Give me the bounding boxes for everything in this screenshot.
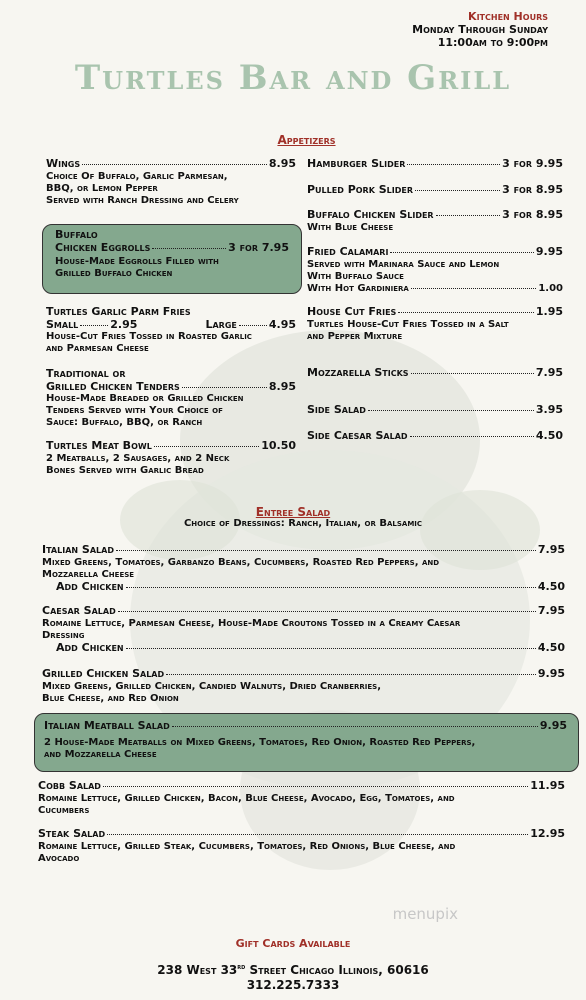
item-price: 8.95 xyxy=(268,379,296,393)
item-desc: With Blue Cheese xyxy=(307,221,394,233)
menu-item-meatball-salad xyxy=(44,720,567,761)
kitchen-hours xyxy=(412,10,548,49)
size-large-label: Large xyxy=(205,317,237,331)
addon-label: With Hot Gardiniera xyxy=(307,282,409,294)
item-name: Side Salad xyxy=(307,403,366,416)
item-name: House Cut Fries xyxy=(307,305,397,318)
item-price: 3.95 xyxy=(535,403,563,416)
item-desc: Romaine Lettuce, Grilled Steak, Cucumbers, Tomatoes, Red Onions, Blue Cheese, and xyxy=(38,840,456,852)
item-desc: and Parmesan Cheese xyxy=(46,343,149,354)
menu-item-side-caesar xyxy=(307,430,563,443)
item-price: 9.95 xyxy=(535,245,563,258)
item-desc: Tenders Served with Your Choice of xyxy=(46,405,223,416)
item-desc: House-Made Eggrolls Filled with xyxy=(55,256,219,267)
address-block xyxy=(0,960,586,993)
item-desc: House-Made Breaded or Grilled Chicken xyxy=(46,393,244,404)
item-price: 9.95 xyxy=(539,719,567,732)
item-price: 12.95 xyxy=(530,827,565,840)
entree-salad-heading: Entree Salad xyxy=(255,505,331,519)
item-desc: Mixed Greens, Tomatoes, Garbanzo Beans, Cucumbers, Roasted Red Peppers, and xyxy=(42,556,440,568)
menu-item-eggrolls xyxy=(55,229,289,280)
item-name: Pulled Pork Slider xyxy=(307,183,414,196)
menu-item-tenders xyxy=(46,368,296,429)
item-desc: Bones Served with Garlic Bread xyxy=(46,464,204,476)
item-price: 8.95 xyxy=(268,157,296,170)
item-desc: BBQ, or Lemon Pepper xyxy=(46,182,158,194)
size-small-label: Small xyxy=(46,317,79,331)
add-chicken-label: Add Chicken xyxy=(56,579,124,593)
item-name: Grilled Chicken Salad xyxy=(42,667,165,680)
item-desc: Romaine Lettuce, Grilled Chicken, Bacon, Blue Cheese, Avocado, Egg, Tomatoes, and xyxy=(38,792,455,804)
item-price: 1.95 xyxy=(535,305,563,318)
item-name-line1: Buffalo xyxy=(55,228,98,241)
item-name: Caesar Salad xyxy=(42,604,116,617)
item-name: Buffalo Chicken Slider xyxy=(307,208,434,221)
menu-item-mozzarella xyxy=(307,367,563,380)
item-desc: Choice Of Buffalo, Garlic Parmesan, xyxy=(46,170,228,182)
item-name: Cobb Salad xyxy=(38,779,101,792)
item-desc: 2 Meatballs, 2 Sausages, and 2 Neck xyxy=(46,452,230,464)
add-chicken-price: 4.50 xyxy=(537,579,565,593)
item-desc: Grilled Buffalo Chicken xyxy=(55,268,173,279)
item-desc: Romaine Lettuce, Parmesan Cheese, House-Made Croutons Tossed in a Creamy Caesar xyxy=(42,617,461,629)
item-desc: and Mozzarella Cheese xyxy=(44,748,157,760)
menu-item-cobb-salad xyxy=(38,780,565,817)
item-price: 3 for 8.95 xyxy=(502,183,563,196)
item-desc: House-Cut Fries Tossed in Roasted Garlic xyxy=(46,331,252,342)
item-desc: Avocado xyxy=(38,852,80,864)
kitchen-hours-time: 11:00am to 9:00pm xyxy=(437,36,548,49)
menu-item-hamburger-slider xyxy=(307,158,563,171)
item-name: Italian Meatball Salad xyxy=(44,719,170,732)
menu-item-buffalo-slider xyxy=(307,209,563,234)
item-name: Italian Salad xyxy=(42,543,114,556)
phone-number: 312.225.7333 xyxy=(246,978,340,992)
item-name: Mozzarella Sticks xyxy=(307,366,409,379)
street-address: 238 West 33rd Street Chicago Illinois, 60616 xyxy=(157,963,429,977)
item-price: 4.50 xyxy=(535,429,563,442)
menu-item-wings xyxy=(46,158,296,207)
size-large-price: 4.95 xyxy=(268,317,296,331)
item-name: Steak Salad xyxy=(38,827,106,840)
item-price: 10.50 xyxy=(261,439,296,452)
item-name: Turtles Garlic Parm Fries xyxy=(46,305,191,318)
item-desc: Turtles House-Cut Fries Tossed in a Salt xyxy=(307,318,509,330)
item-name: Turtles Meat Bowl xyxy=(46,439,152,452)
item-desc: and Pepper Mixture xyxy=(307,330,403,342)
menu-item-caesar-salad xyxy=(42,605,565,654)
menu-item-house-fries xyxy=(307,306,563,343)
add-chicken-price: 4.50 xyxy=(537,640,565,654)
item-price: 7.95 xyxy=(535,366,563,379)
appetizers-heading: Appetizers xyxy=(277,133,336,147)
item-price: 7.95 xyxy=(537,543,565,556)
item-price: 11.95 xyxy=(530,779,565,792)
item-price: 9.95 xyxy=(537,667,565,680)
item-name: Side Caesar Salad xyxy=(307,429,408,442)
item-name: Wings xyxy=(46,157,81,170)
item-desc: 2 House-Made Meatballs on Mixed Greens, Tomatoes, Red Onion, Roasted Red Peppers, xyxy=(44,736,476,748)
dressing-choices: Choice of Dressings: Ranch, Italian, or Balsamic xyxy=(183,518,423,529)
item-price: 3 for 7.95 xyxy=(228,240,289,254)
menu-item-side-salad xyxy=(307,404,563,417)
menu-item-italian-salad xyxy=(42,544,565,593)
item-name: Chicken Eggrolls xyxy=(55,240,151,254)
item-name-line1: Traditional or xyxy=(46,367,126,380)
item-desc: Blue Cheese, and Red Onion xyxy=(42,692,179,704)
gift-cards-notice: Gift Cards Available xyxy=(235,937,351,950)
size-small-price: 2.95 xyxy=(110,317,138,331)
item-price: 7.95 xyxy=(537,604,565,617)
menu-item-garlic-fries xyxy=(46,306,296,355)
item-desc: Sauce: Buffalo, BBQ, or Ranch xyxy=(46,417,203,428)
item-name: Hamburger Slider xyxy=(307,157,406,170)
item-price: 3 for 9.95 xyxy=(502,157,563,170)
item-desc: Served with Marinara Sauce and Lemon xyxy=(307,258,500,270)
item-desc: Served with Ranch Dressing and Celery xyxy=(46,194,239,206)
menupix-watermark: menupix xyxy=(392,905,458,923)
item-desc: Mozzarella Cheese xyxy=(42,568,135,580)
item-desc: Dressing xyxy=(42,629,85,641)
addon-price: 1.00 xyxy=(538,282,563,294)
menu-item-steak-salad xyxy=(38,828,565,865)
menu-item-pulled-pork-slider xyxy=(307,184,563,197)
menu-item-grilled-chicken-salad xyxy=(42,668,565,705)
item-price: 3 for 8.95 xyxy=(502,208,563,221)
restaurant-name: Turtles Bar and Grill xyxy=(74,58,512,98)
menu-item-meat-bowl xyxy=(46,440,296,477)
item-desc: Cucumbers xyxy=(38,804,90,816)
kitchen-hours-days: Monday Through Sunday xyxy=(412,23,548,36)
kitchen-hours-title: Kitchen Hours xyxy=(468,10,548,23)
item-name: Grilled Chicken Tenders xyxy=(46,379,180,393)
add-chicken-label: Add Chicken xyxy=(56,640,124,654)
item-desc: With Buffalo Sauce xyxy=(307,270,404,282)
item-desc: Mixed Greens, Grilled Chicken, Candied Walnuts, Dried Cranberries, xyxy=(42,680,381,692)
menu-item-calamari xyxy=(307,246,563,295)
item-name: Fried Calamari xyxy=(307,245,389,258)
